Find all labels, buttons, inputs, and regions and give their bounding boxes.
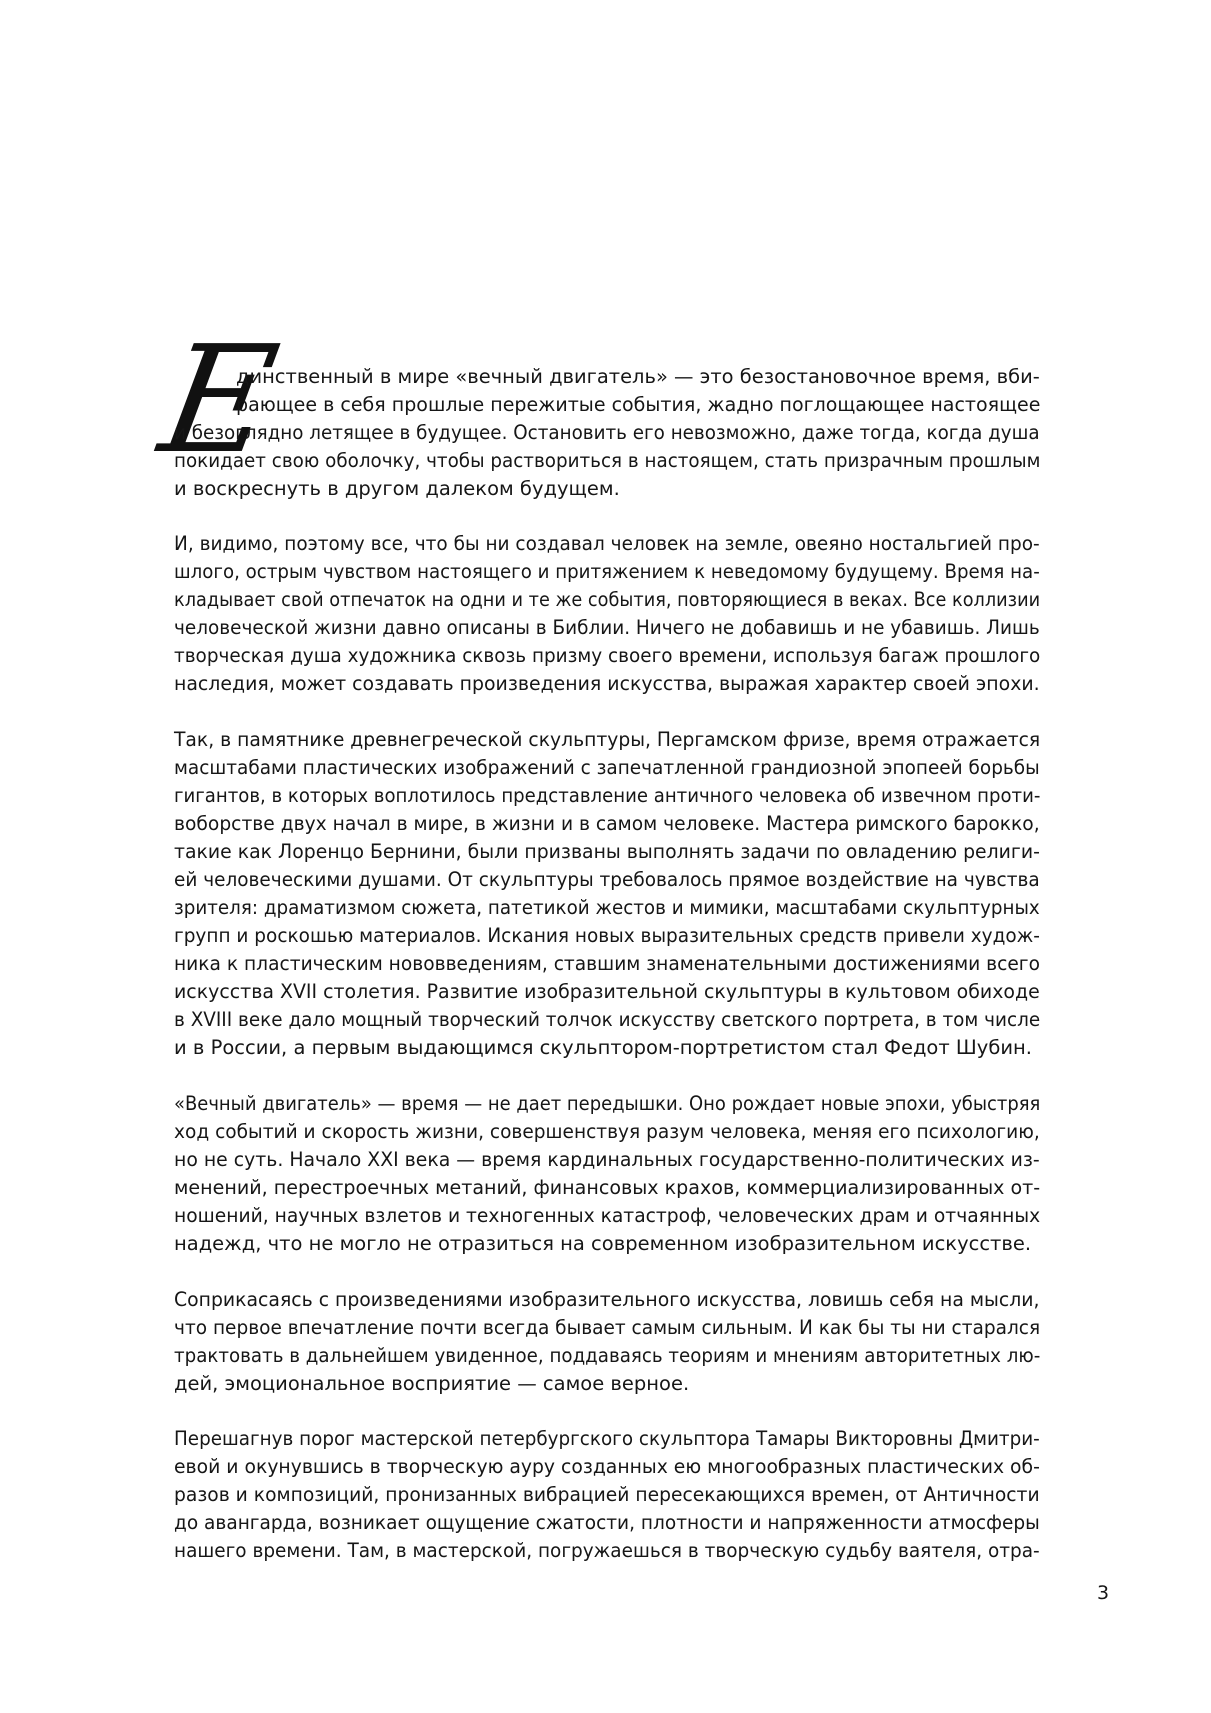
paragraph-2-line-4: человеческой жизни давно описаны в Библии. Ничего не добавишь и не убавишь. Лишь [174,616,1040,639]
paragraph-4-line-4: менений, перестроечных метаний, финансовых крахов, коммерциализированных от- [174,1176,1041,1199]
paragraph-2-line-6: наследия, может создавать произведения искусства, выражая характер своей эпохи. [174,672,1040,695]
paragraph-1-line-3: и безоглядно летящее в будущее. Остановить его невозможно, даже тогда, когда душа [174,421,1040,444]
paragraph-1-line-2: рающее в себя прошлые пережитые события, жадно поглощающее настоящее [236,393,1041,416]
paragraph-3-line-12: и в России, а первым выдающимся скульптором-портретистом стал Федот Шубин. [174,1036,1032,1059]
paragraph-5-line-1: Соприкасаясь с произведениями изобразительного искусства, ловишь себя на мысли, [174,1288,1040,1311]
paragraph-6-line-4: до авангарда, возникает ощущение сжатости, плотности и напряженности атмосферы [174,1511,1040,1534]
paragraph-4-line-3: но не суть. Начало XXI века — время кардинальных государственно-политических из- [174,1148,1040,1171]
paragraph-5-line-4: дей, эмоциональное восприятие — самое верное. [174,1372,690,1395]
paragraph-3-line-1: Так, в памятнике древнегреческой скульптуры, Пергамском фризе, время отражается [174,728,1041,751]
paragraph-3-line-6: ей человеческими душами. От скульптуры требовалось прямое воздействие на чувства [174,868,1040,891]
paragraph-4-line-5: ношений, научных взлетов и техногенных катастроф, человеческих драм и отчаянных [174,1204,1041,1227]
paragraph-5-line-3: трактовать в дальнейшем увиденное, поддаваясь теориям и мнениям авторитетных лю- [174,1344,1041,1367]
paragraph-3-line-5: такие как Лоренцо Бернини, были призваны выполнять задачи по овладению религи- [174,840,1040,863]
paragraph-1-line-1: динственный в мире «вечный двигатель» — это безостановочное время, вби- [236,365,1040,388]
paragraph-3-line-7: зрителя: драматизмом сюжета, патетикой жестов и мимики, масштабами скульптурных [174,896,1040,919]
paragraph-2-line-5: творческая душа художника сквозь призму своего времени, используя багаж прошлого [174,644,1041,667]
paragraph-3-line-4: воборстве двух начал в мире, в жизни и в самом человеке. Мастера римского барокко, [174,812,1040,835]
paragraph-3-line-11: в XVIII веке дало мощный творческий толчок искусству светского портрета, в том числе [174,1008,1041,1031]
paragraph-3-line-10: искусства XVII столетия. Развитие изобразительной скульптуры в культовом обиходе [174,980,1040,1003]
paragraph-4-line-2: ход событий и скорость жизни, совершенствуя разум человека, меняя его психологию, [174,1120,1040,1143]
paragraph-2-line-2: шлого, острым чувством настоящего и притяжением к неведомому будущему. Время на- [174,560,1040,583]
paragraph-3-line-3: гигантов, в которых воплотилось представление античного человека об извечном проти- [174,784,1041,807]
paragraph-2-line-3: кладывает свой отпечаток на одни и те же события, повторяющиеся в веках. Все коллизии [174,588,1041,611]
paragraph-4-line-1: «Вечный двигатель» — время — не дает передышки. Оно рождает новые эпохи, убыстряя [174,1092,1041,1115]
paragraph-5-line-2: что первое впечатление почти всегда бывает самым сильным. И как бы ты ни старался [174,1316,1041,1339]
paragraph-3-line-8: групп и роскошью материалов. Искания новых выразительных средств привели худож- [174,924,1040,947]
drop-cap: Е [149,314,289,486]
paragraph-6-line-2: евой и окунувшись в творческую ауру созданных ею многообразных пластических об- [174,1455,1040,1478]
paragraph-6-line-3: разов и композиций, пронизанных вибрацией пересекающихся времен, от Античности [174,1483,1040,1506]
paragraph-2-line-1: И, видимо, поэтому все, что бы ни создавал человек на земле, овеяно ностальгией про- [174,532,1040,555]
paragraph-6-line-1: Перешагнув порог мастерской петербургского скульптора Тамары Викторовны Дмитри- [174,1427,1040,1450]
paragraph-4-line-6: надежд, что не могло не отразиться на современном изобразительном искусстве. [174,1232,1032,1255]
paragraph-1-line-5: и воскреснуть в другом далеком будущем. [174,477,620,500]
page-number: 3 [1097,1582,1110,1604]
paragraph-3-line-9: ника к пластическим нововведениям, ставшим знаменательными достижениями всего [174,952,1040,975]
paragraph-1-line-4: покидает свою оболочку, чтобы раствориться в настоящем, стать призрачным прошлым [174,449,1041,472]
paragraph-3-line-2: масштабами пластических изображений с запечатленной грандиозной эпопеей борьбы [174,756,1040,779]
paragraph-6-line-5: нашего времени. Там, в мастерской, погружаешься в творческую судьбу ваятеля, отра- [174,1539,1040,1562]
